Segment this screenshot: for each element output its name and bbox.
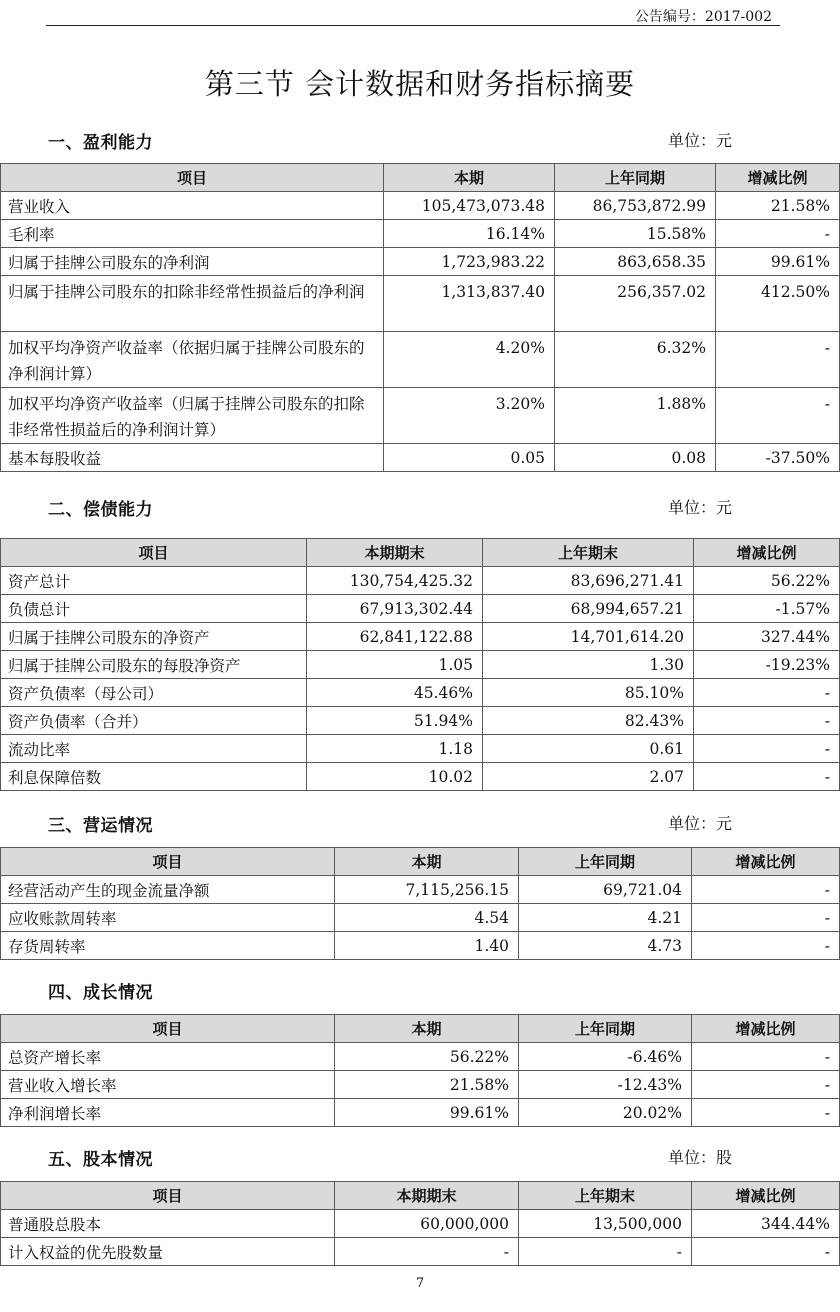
table-row <box>1 623 840 651</box>
unit-label-operations: 单位：元 <box>668 814 733 833</box>
row-label: 净利润增长率 <box>1 1099 335 1127</box>
unit-label-profitability: 单位：元 <box>668 131 733 150</box>
table-share-capital <box>0 1181 840 1266</box>
cell-change: - <box>692 876 840 904</box>
row-label: 资产总计 <box>1 567 307 595</box>
cell-previous: 863,658.35 <box>555 248 716 276</box>
cell-current: 130,754,425.32 <box>307 567 483 595</box>
row-label: 营业收入 <box>1 192 384 220</box>
notice-number: 公告编号：2017-002 <box>634 9 772 25</box>
cell-change: - <box>692 932 840 960</box>
cell-change: - <box>716 332 840 388</box>
row-label: 利息保障倍数 <box>1 763 307 791</box>
table-header-row <box>1 1182 840 1210</box>
cell-previous: 69,721.04 <box>519 876 692 904</box>
section-title-share-capital: 五、股本情况 <box>48 1150 153 1170</box>
row-label: 基本每股收益 <box>1 444 384 472</box>
cell-change: -1.57% <box>694 595 840 623</box>
cell-change: - <box>716 388 840 444</box>
cell-current: 1,723,983.22 <box>384 248 555 276</box>
table-row <box>1 1238 840 1266</box>
table-row <box>1 1071 840 1099</box>
cell-change: - <box>694 707 840 735</box>
table-row <box>1 1099 840 1127</box>
page-number: 7 <box>415 1276 425 1291</box>
cell-previous: 15.58% <box>555 220 716 248</box>
cell-previous: 6.32% <box>555 332 716 388</box>
cell-current: 4.20% <box>384 332 555 388</box>
cell-current: 45.46% <box>307 679 483 707</box>
unit-label-share-capital: 单位：股 <box>668 1148 733 1167</box>
table-row <box>1 567 840 595</box>
table-row <box>1 276 840 332</box>
cell-change: - <box>694 735 840 763</box>
table-row <box>1 192 840 220</box>
cell-previous: 4.73 <box>519 932 692 960</box>
row-label: 经营活动产生的现金流量净额 <box>1 876 335 904</box>
cell-change: 412.50% <box>716 276 840 332</box>
row-label: 归属于挂牌公司股东的净利润 <box>1 248 384 276</box>
header-current: 本期期末 <box>335 1182 519 1210</box>
cell-current: 10.02 <box>307 763 483 791</box>
table-row <box>1 707 840 735</box>
cell-previous: 4.21 <box>519 904 692 932</box>
cell-current: 56.22% <box>335 1043 519 1071</box>
header-previous: 上年同期 <box>519 1015 692 1043</box>
table-row <box>1 1210 840 1238</box>
section-title-growth: 四、成长情况 <box>48 983 153 1003</box>
cell-previous: 14,701,614.20 <box>483 623 694 651</box>
cell-current: 51.94% <box>307 707 483 735</box>
header-previous: 上年同期 <box>555 164 716 192</box>
row-label: 毛利率 <box>1 220 384 248</box>
cell-previous: - <box>519 1238 692 1266</box>
header-current: 本期 <box>335 1015 519 1043</box>
cell-current: 1.40 <box>335 932 519 960</box>
cell-previous: 2.07 <box>483 763 694 791</box>
cell-change: - <box>692 1043 840 1071</box>
header-previous: 上年同期 <box>519 848 692 876</box>
cell-current: 99.61% <box>335 1099 519 1127</box>
header-change: 增减比例 <box>694 539 840 567</box>
cell-previous: 20.02% <box>519 1099 692 1127</box>
table-row <box>1 220 840 248</box>
cell-current: 7,115,256.15 <box>335 876 519 904</box>
table-header-row <box>1 539 840 567</box>
cell-change: 99.61% <box>716 248 840 276</box>
section-title-solvency: 二、偿债能力 <box>48 500 153 520</box>
cell-current: - <box>335 1238 519 1266</box>
cell-current: 62,841,122.88 <box>307 623 483 651</box>
table-growth <box>0 1014 840 1127</box>
cell-previous: 0.61 <box>483 735 694 763</box>
cell-previous: 85.10% <box>483 679 694 707</box>
table-row <box>1 248 840 276</box>
cell-change: - <box>692 1238 840 1266</box>
cell-change: 327.44% <box>694 623 840 651</box>
table-header-row <box>1 164 840 192</box>
table-row <box>1 332 840 388</box>
cell-change: - <box>694 763 840 791</box>
header-item: 项目 <box>1 539 307 567</box>
row-label: 流动比率 <box>1 735 307 763</box>
header-item: 项目 <box>1 164 384 192</box>
table-row <box>1 595 840 623</box>
table-row <box>1 1043 840 1071</box>
cell-previous: 82.43% <box>483 707 694 735</box>
cell-change: - <box>694 679 840 707</box>
cell-change: 56.22% <box>694 567 840 595</box>
row-label: 应收账款周转率 <box>1 904 335 932</box>
table-solvency <box>0 538 840 791</box>
table-header-row <box>1 1015 840 1043</box>
header-change: 增减比例 <box>692 1182 840 1210</box>
row-label: 归属于挂牌公司股东的扣除非经常性损益后的净利润 <box>1 276 384 332</box>
row-label: 存货周转率 <box>1 932 335 960</box>
row-label: 资产负债率（母公司） <box>1 679 307 707</box>
cell-change: - <box>716 220 840 248</box>
cell-current: 16.14% <box>384 220 555 248</box>
cell-previous: 86,753,872.99 <box>555 192 716 220</box>
table-row <box>1 932 840 960</box>
unit-label-solvency: 单位：元 <box>668 498 733 517</box>
cell-previous: 1.30 <box>483 651 694 679</box>
section-title-operations: 三、营运情况 <box>48 816 153 836</box>
row-label: 计入权益的优先股数量 <box>1 1238 335 1266</box>
cell-current: 60,000,000 <box>335 1210 519 1238</box>
header-current: 本期 <box>384 164 555 192</box>
cell-previous: 1.88% <box>555 388 716 444</box>
header-current: 本期期末 <box>307 539 483 567</box>
table-row <box>1 679 840 707</box>
header-change: 增减比例 <box>692 1015 840 1043</box>
row-label: 负债总计 <box>1 595 307 623</box>
cell-current: 105,473,073.48 <box>384 192 555 220</box>
cell-change: -37.50% <box>716 444 840 472</box>
row-label: 普通股总股本 <box>1 1210 335 1238</box>
row-label: 加权平均净资产收益率（依据归属于挂牌公司股东的净利润计算） <box>1 332 384 388</box>
header-previous: 上年期末 <box>483 539 694 567</box>
table-row <box>1 763 840 791</box>
table-row <box>1 735 840 763</box>
cell-change: 21.58% <box>716 192 840 220</box>
table-row <box>1 904 840 932</box>
page-title: 第三节 会计数据和财务指标摘要 <box>204 67 636 101</box>
table-row <box>1 388 840 444</box>
cell-previous: 256,357.02 <box>555 276 716 332</box>
header-item: 项目 <box>1 848 335 876</box>
row-label: 归属于挂牌公司股东的净资产 <box>1 623 307 651</box>
table-profitability <box>0 163 840 472</box>
header-item: 项目 <box>1 1182 335 1210</box>
row-label: 加权平均净资产收益率（归属于挂牌公司股东的扣除非经常性损益后的净利润计算） <box>1 388 384 444</box>
row-label: 资产负债率（合并） <box>1 707 307 735</box>
cell-previous: 83,696,271.41 <box>483 567 694 595</box>
cell-current: 0.05 <box>384 444 555 472</box>
cell-current: 1.05 <box>307 651 483 679</box>
section-title-profitability: 一、盈利能力 <box>48 133 153 153</box>
cell-previous: 68,994,657.21 <box>483 595 694 623</box>
row-label: 营业收入增长率 <box>1 1071 335 1099</box>
cell-current: 3.20% <box>384 388 555 444</box>
table-header-row <box>1 848 840 876</box>
cell-change: 344.44% <box>692 1210 840 1238</box>
cell-previous: -12.43% <box>519 1071 692 1099</box>
cell-current: 21.58% <box>335 1071 519 1099</box>
cell-change: - <box>692 904 840 932</box>
header-current: 本期 <box>335 848 519 876</box>
table-operations <box>0 847 840 960</box>
row-label: 归属于挂牌公司股东的每股净资产 <box>1 651 307 679</box>
header-change: 增减比例 <box>692 848 840 876</box>
cell-previous: -6.46% <box>519 1043 692 1071</box>
cell-current: 67,913,302.44 <box>307 595 483 623</box>
cell-change: -19.23% <box>694 651 840 679</box>
header-item: 项目 <box>1 1015 335 1043</box>
cell-current: 1.18 <box>307 735 483 763</box>
header-change: 增减比例 <box>716 164 840 192</box>
cell-current: 4.54 <box>335 904 519 932</box>
cell-current: 1,313,837.40 <box>384 276 555 332</box>
cell-change: - <box>692 1071 840 1099</box>
row-label: 总资产增长率 <box>1 1043 335 1071</box>
table-row <box>1 444 840 472</box>
table-row <box>1 651 840 679</box>
cell-previous: 0.08 <box>555 444 716 472</box>
table-row <box>1 876 840 904</box>
cell-change: - <box>692 1099 840 1127</box>
cell-previous: 13,500,000 <box>519 1210 692 1238</box>
header-previous: 上年期末 <box>519 1182 692 1210</box>
